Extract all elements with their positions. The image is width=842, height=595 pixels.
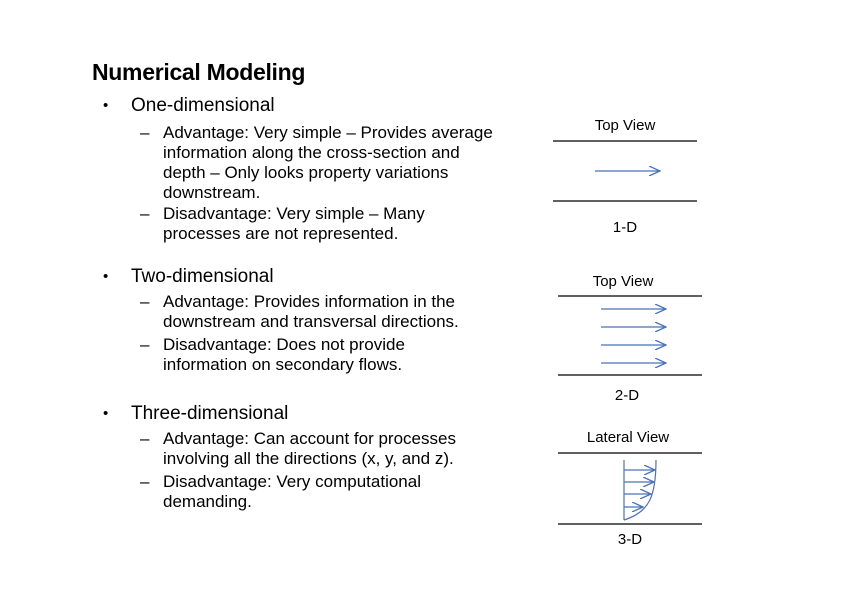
sub-bullet-text: Advantage: Can account for processes involving all the directions (x, y, and z). <box>163 429 456 468</box>
sub-bullet-text: Disadvantage: Does not provide information on secondary flows. <box>163 335 405 374</box>
bullet-heading: One-dimensional <box>131 95 275 116</box>
dash-icon: – <box>140 123 150 142</box>
diagram-1d-view-label: Top View <box>594 117 656 134</box>
diagram-2d-view-label: Top View <box>592 273 654 290</box>
dash-icon: – <box>140 429 150 448</box>
dash-icon: – <box>140 335 150 354</box>
diagram-1d <box>553 141 697 201</box>
sub-bullet-text: Advantage: Provides information in the downstream and transversal directions. <box>163 292 459 331</box>
slide-title: Numerical Modeling <box>92 59 306 85</box>
dash-icon: – <box>140 472 150 491</box>
bullet-icon: • <box>103 97 109 114</box>
bullet-icon: • <box>103 268 109 285</box>
diagram-3d-view-label: Lateral View <box>586 429 670 446</box>
sub-bullet-text: Advantage: Very simple – Provides average information along the cross-section and depth – Only looks property variations downstream. <box>163 123 493 202</box>
diagram-1d-caption: 1-D <box>612 219 638 236</box>
diagram-3d-caption: 3-D <box>617 531 643 548</box>
sub-bullet-text: Disadvantage: Very computational demanding. <box>163 472 421 511</box>
diagram-3d <box>558 453 702 524</box>
dash-icon: – <box>140 204 150 223</box>
dash-icon: – <box>140 292 150 311</box>
bullet-heading: Two-dimensional <box>131 266 274 287</box>
sub-bullet-text: Disadvantage: Very simple – Many processes are not represented. <box>163 204 425 243</box>
diagram-2d-caption: 2-D <box>614 387 640 404</box>
velocity-profile-curve <box>624 460 656 520</box>
diagram-2d <box>558 296 702 375</box>
bullet-heading: Three-dimensional <box>131 403 289 424</box>
bullet-icon: • <box>103 405 109 422</box>
